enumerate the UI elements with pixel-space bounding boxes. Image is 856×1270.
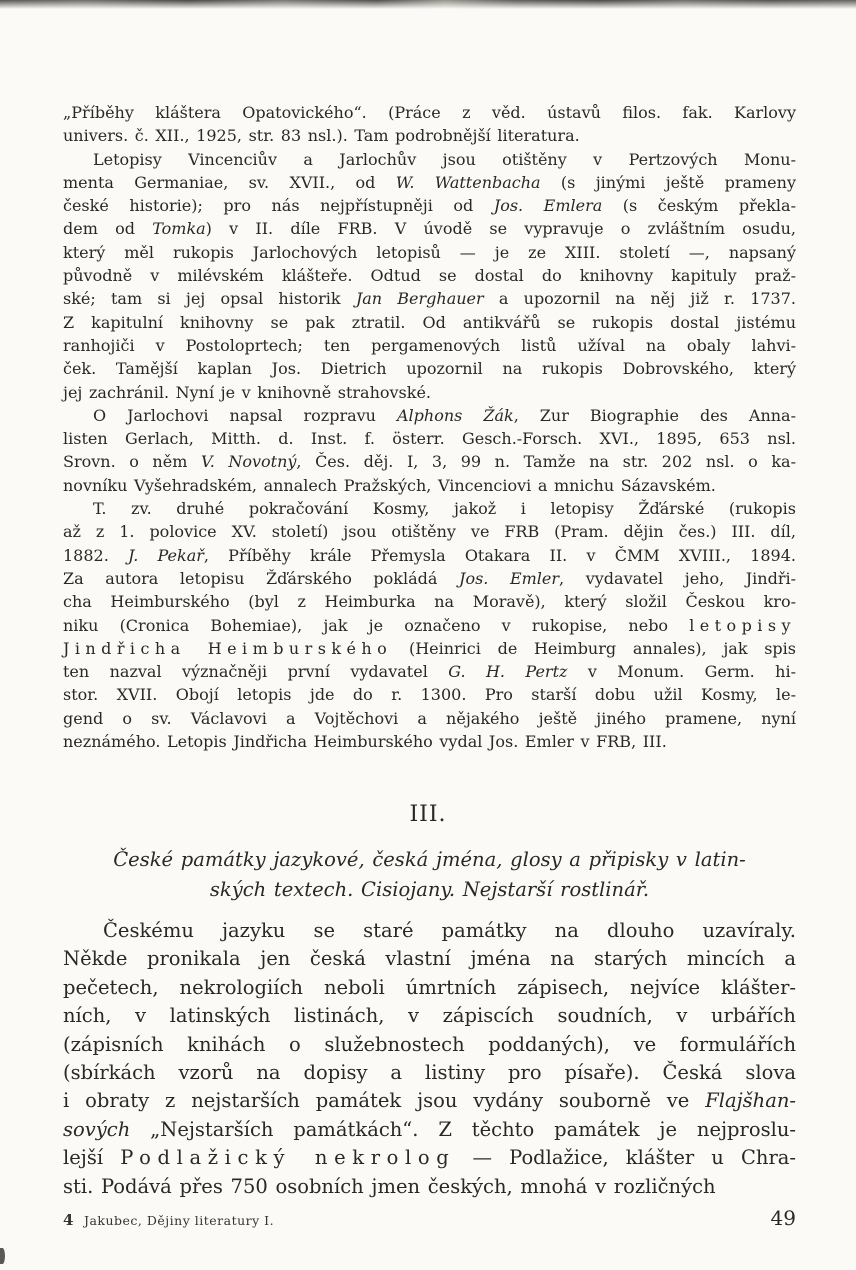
text-run: (Heinrici de Heimburg annales), jak spis bbox=[392, 638, 796, 658]
text-line bbox=[63, 974, 796, 1002]
text-run: ček. Tamější kaplan Jos. Dietrich upozornil na rukopis Dobrovského, který bbox=[63, 359, 796, 379]
text-line bbox=[63, 1173, 796, 1201]
italic-run: Flajšhan- bbox=[705, 1089, 796, 1113]
text-line bbox=[63, 590, 796, 613]
text-run: (zápisních knihách o služebnostech poddaných), ve formulářích bbox=[63, 1032, 796, 1056]
letterspaced-run: Podlažický nekrolog bbox=[120, 1146, 456, 1170]
text-run: , Zur Biographie des Anna- bbox=[513, 405, 796, 425]
section-title bbox=[63, 845, 796, 905]
text-line bbox=[63, 497, 796, 520]
text-run: který měl rukopis Jarlochových letopisů — je ze XIII. století —, napsaný bbox=[63, 242, 796, 262]
text-run: české historie); pro nás nejpřístupněji od bbox=[63, 196, 494, 216]
text-run: v Monum. Germ. hi- bbox=[567, 662, 797, 682]
text-run: Za autora letopisu Žďárského pokládá bbox=[63, 568, 460, 588]
text-run: a upozornil na něj již r. 1737. bbox=[483, 289, 797, 309]
text-run: niku (Cronica Bohemiae), jak je označeno v rukopise, nebo bbox=[63, 615, 690, 635]
text-run: O Jarlochovi napsal rozpravu bbox=[93, 405, 397, 425]
text-run: „Nejstarších památkách“. Z těchto památek je nejproslu- bbox=[130, 1117, 796, 1141]
italic-run: Jos. Emlera bbox=[493, 196, 603, 216]
text-line bbox=[63, 287, 796, 310]
text-run: Srovn. o něm bbox=[63, 452, 201, 472]
text-line bbox=[63, 171, 796, 194]
text-run: až z 1. polovice XV. století) jsou otištěny ve FRB (Pram. dějin čes.) III. díl, bbox=[63, 522, 796, 542]
text-line bbox=[63, 241, 796, 264]
page-number: 49 bbox=[770, 1206, 796, 1230]
text-run: dem od bbox=[63, 219, 153, 239]
text-run: novníku Vyšehradském, annalech Pražských, Vincenciovi a mnichu Sázavském. bbox=[63, 475, 716, 495]
text-run: cha Heimburského (byl z Heimburka na Moravě), který složil Českou kro- bbox=[63, 592, 796, 612]
text-line bbox=[63, 683, 796, 706]
text-run: ) v II. díle FRB. V úvodě se vypravuje o zvláštním osudu, bbox=[205, 219, 796, 239]
text-line bbox=[63, 845, 796, 875]
text-run: jej zachránil. Nyní je v knihovně strahovské. bbox=[63, 382, 432, 402]
text-run: lejší bbox=[63, 1146, 121, 1170]
text-run: ské; tam si jej opsal historik bbox=[63, 289, 356, 309]
text-line bbox=[63, 1087, 796, 1115]
text-run: i obraty z nejstarších památek jsou vydány souborně ve bbox=[63, 1089, 706, 1113]
text-line bbox=[63, 381, 796, 404]
text-line bbox=[63, 217, 796, 240]
text-run: ních, v latinských listinách, v zápiscích soudních, v urbářích bbox=[63, 1004, 796, 1028]
text-line bbox=[63, 101, 796, 124]
text-line bbox=[63, 148, 796, 171]
text-run: ten nazval význačněji první vydavatel bbox=[63, 662, 449, 682]
text-line bbox=[63, 124, 796, 147]
text-run: , vydavatel jeho, Jindři- bbox=[559, 568, 797, 588]
text-run: univers. č. XII., 1925, str. 83 nsl.). Tam podrobnější literatura. bbox=[63, 126, 580, 146]
italic-run: Jos. Emler bbox=[459, 568, 560, 588]
text-line bbox=[63, 917, 796, 945]
text-line bbox=[63, 474, 796, 497]
text-run: pečetech, nekrologiích neboli úmrtních zápisech, nejvíce klášter- bbox=[63, 975, 796, 999]
text-line bbox=[63, 567, 796, 590]
text-run: ských textech. Cisiojany. Nejstarší rostlinář. bbox=[209, 878, 650, 901]
text-run: Letopisy Vincenciův a Jarlochův jsou otištěny v Pertzových Monu- bbox=[93, 149, 796, 169]
italic-run: Jan Berghauer bbox=[355, 289, 484, 309]
text-line bbox=[63, 945, 796, 973]
text-run: „Příběhy kláštera Opatovického“. (Práce z věd. ústavů filos. fak. Karlovy bbox=[63, 103, 796, 122]
text-run: — Podlažice, klášter u Chra- bbox=[455, 1146, 796, 1170]
page-footer bbox=[63, 1206, 796, 1230]
main-text-block bbox=[63, 917, 796, 1201]
section-number-heading: III. bbox=[409, 802, 447, 827]
text-line bbox=[63, 544, 796, 567]
text-run: , Příběhy krále Přemysla Otakara II. v ČMM XVIII., 1894. bbox=[203, 545, 797, 565]
text-line bbox=[63, 614, 796, 637]
text-line bbox=[63, 875, 796, 905]
text-run: Českému jazyku se staré památky na dlouho uzavíraly. bbox=[103, 919, 796, 942]
text-run: České památky jazykové, česká jména, glosy a připisky v latin- bbox=[113, 848, 746, 871]
text-run: gend o sv. Václavovi a Vojtěchovi a nějakého ještě jiného pramene, nyní bbox=[63, 708, 796, 728]
text-run: Z kapitulní knihovny se pak ztratil. Od antikvářů se rukopis dostal jistému bbox=[63, 312, 796, 332]
text-line bbox=[63, 357, 796, 380]
text-line bbox=[63, 1031, 796, 1059]
italic-run: G. H. Pertz bbox=[448, 662, 568, 682]
text-line bbox=[63, 404, 796, 427]
text-run: 1882. bbox=[63, 545, 129, 565]
text-run: ranhojiči v Postoloprtech; ten pergamenových listů užíval na obaly lahvi- bbox=[63, 335, 796, 355]
scan-edge-artifact bbox=[0, 0, 856, 9]
scan-spot-artifact bbox=[0, 1248, 5, 1264]
text-run: sti. Podává přes 750 osobních jmen českých, mnohá v rozličných bbox=[63, 1174, 716, 1198]
text-run: listen Gerlach, Mitth. d. Inst. f. österr. Gesch.-Forsch. XVI., 1895, 653 nsl. bbox=[63, 429, 796, 449]
text-run: menta Germaniae, sv. XVII., od bbox=[63, 172, 396, 192]
citation-text: Jakubec, Dějiny literatury I. bbox=[83, 1213, 275, 1228]
text-line bbox=[63, 1116, 796, 1144]
italic-run: Tomka bbox=[152, 219, 206, 239]
italic-run: J. Pekař bbox=[128, 545, 204, 565]
letterspaced-run: Jindřicha Heimburského bbox=[63, 638, 393, 658]
bibliographic-notes-block bbox=[63, 101, 796, 753]
text-run: , Čes. děj. I, 3, 99 n. Tamže na str. 202 nsl. o ka- bbox=[296, 452, 796, 472]
text-run: neznámého. Letopis Jindřicha Heimburského vydal Jos. Emler v FRB, III. bbox=[63, 732, 667, 752]
text-line bbox=[63, 707, 796, 730]
text-line bbox=[63, 450, 796, 473]
text-run: (s jinými ještě prameny bbox=[540, 172, 796, 192]
text-line bbox=[63, 427, 796, 450]
signature-mark: 4 bbox=[63, 1211, 74, 1229]
text-line bbox=[63, 334, 796, 357]
text-run: původně v milévském klášteře. Odtud se dostal do knihovny kapituly praž- bbox=[63, 266, 796, 286]
italic-run: V. Novotný bbox=[200, 452, 297, 472]
footer-citation bbox=[63, 1211, 274, 1229]
text-line bbox=[63, 637, 796, 660]
text-run: (sbírkách vzorů na dopisy a listiny pro písaře). Česká slova bbox=[63, 1061, 796, 1085]
text-line bbox=[63, 520, 796, 543]
text-line bbox=[63, 1144, 796, 1172]
text-run: Někde pronikala jen česká vlastní jména na starých mincích a bbox=[63, 947, 796, 971]
text-line bbox=[63, 311, 796, 334]
text-line bbox=[63, 660, 796, 683]
text-line bbox=[63, 194, 796, 217]
text-line bbox=[63, 1002, 796, 1030]
text-run: (s českým překla- bbox=[602, 196, 796, 216]
text-line bbox=[63, 730, 796, 753]
text-line bbox=[63, 1059, 796, 1087]
text-run: stor. XVII. Obojí letopis jde do r. 1300. Pro starší dobu užil Kosmy, le- bbox=[63, 685, 796, 705]
italic-run: Alphons Žák bbox=[396, 405, 514, 425]
italic-run: sových bbox=[63, 1117, 131, 1141]
text-line bbox=[63, 264, 796, 287]
italic-run: W. Wattenbacha bbox=[395, 172, 541, 192]
text-run: T. zv. druhé pokračování Kosmy, jakož i letopisy Žďárské (rukopis bbox=[93, 499, 796, 519]
letterspaced-run: letopisy bbox=[689, 615, 796, 635]
